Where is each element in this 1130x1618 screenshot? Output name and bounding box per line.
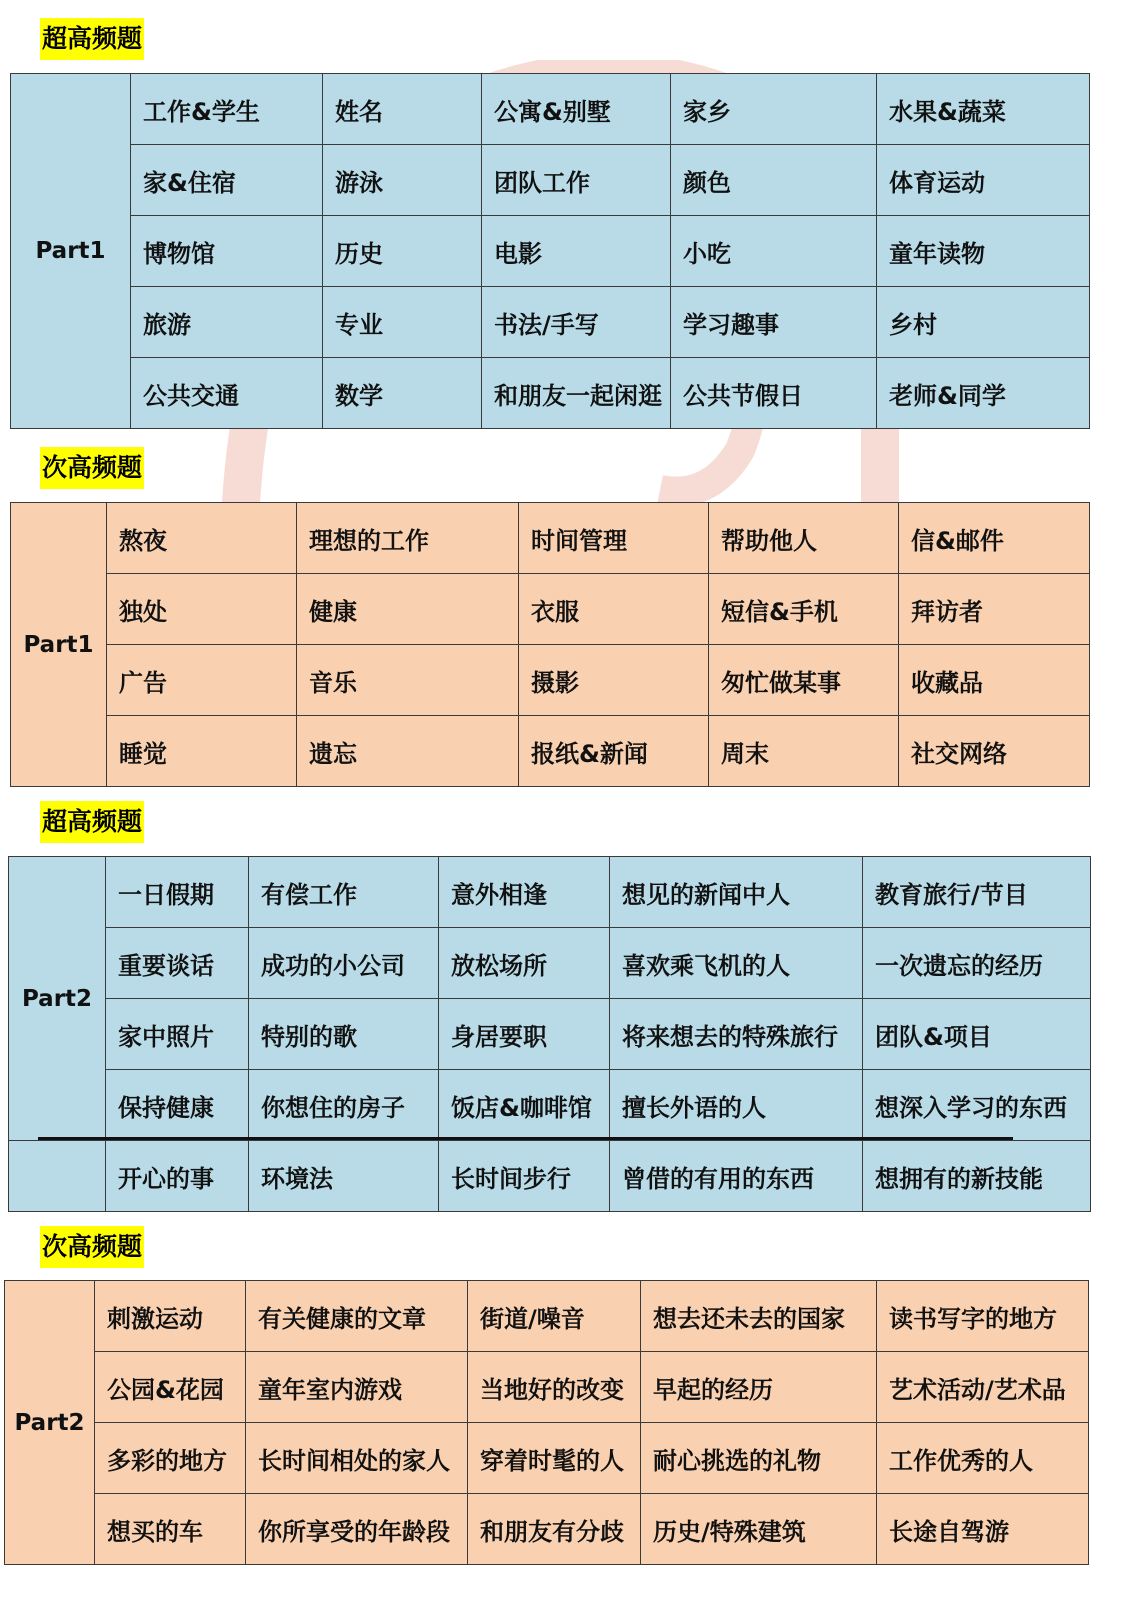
topic-cell: 饭店&咖啡馆 xyxy=(439,1070,610,1141)
table-row xyxy=(5,1494,1089,1565)
topic-cell: 教育旅行/节目 xyxy=(863,857,1091,928)
topic-cell: 家&住宿 xyxy=(131,145,323,216)
topic-cell: 数学 xyxy=(323,358,482,429)
topic-cell: 时间管理 xyxy=(519,503,709,574)
topic-cell: 公寓&别墅 xyxy=(482,74,671,145)
topic-cell: 帮助他人 xyxy=(709,503,899,574)
topic-cell: 水果&蔬菜 xyxy=(877,74,1090,145)
topic-cell: 身居要职 xyxy=(439,999,610,1070)
topic-cell: 周末 xyxy=(709,716,899,787)
topic-cell: 意外相逢 xyxy=(439,857,610,928)
topic-cell: 历史 xyxy=(323,216,482,287)
topic-cell: 长时间相处的家人 xyxy=(246,1423,468,1494)
topic-cell: 有关健康的文章 xyxy=(246,1281,468,1352)
topic-cell: 匆忙做某事 xyxy=(709,645,899,716)
topic-cell: 遗忘 xyxy=(297,716,519,787)
topic-cell: 和朋友有分歧 xyxy=(468,1494,641,1565)
table-row xyxy=(9,928,1091,999)
topic-cell: 长时间步行 xyxy=(439,1141,610,1212)
topic-cell: 和朋友一起闲逛 xyxy=(482,358,671,429)
topic-cell: 理想的工作 xyxy=(297,503,519,574)
topic-cell: 重要谈话 xyxy=(106,928,249,999)
topic-cell: 将来想去的特殊旅行 xyxy=(610,999,863,1070)
table-row xyxy=(11,716,1090,787)
topic-cell: 团队&项目 xyxy=(863,999,1091,1070)
table-part2-high xyxy=(8,856,1091,1212)
topic-cell: 艺术活动/艺术品 xyxy=(877,1352,1089,1423)
topic-cell: 想见的新闻中人 xyxy=(610,857,863,928)
topic-cell: 博物馆 xyxy=(131,216,323,287)
topic-cell: 短信&手机 xyxy=(709,574,899,645)
topic-cell: 擅长外语的人 xyxy=(610,1070,863,1141)
section-label-2: 次高频题 xyxy=(40,447,144,489)
topic-cell: 刺激运动 xyxy=(95,1281,246,1352)
table-part2-second xyxy=(4,1280,1089,1565)
topic-cell: 当地好的改变 xyxy=(468,1352,641,1423)
table-row xyxy=(5,1423,1089,1494)
table-part1-second xyxy=(10,502,1090,787)
topic-cell: 童年室内游戏 xyxy=(246,1352,468,1423)
topic-cell: 收藏品 xyxy=(899,645,1090,716)
table-row xyxy=(11,574,1090,645)
topic-cell: 睡觉 xyxy=(107,716,297,787)
topic-cell: 健康 xyxy=(297,574,519,645)
table-row xyxy=(9,999,1091,1070)
topic-cell: 耐心挑选的礼物 xyxy=(641,1423,877,1494)
part-label: Part2 xyxy=(9,857,106,1141)
topic-cell: 摄影 xyxy=(519,645,709,716)
table-row xyxy=(11,645,1090,716)
topic-cell: 工作&学生 xyxy=(131,74,323,145)
topic-cell: 熬夜 xyxy=(107,503,297,574)
topic-cell: 社交网络 xyxy=(899,716,1090,787)
topic-cell: 衣服 xyxy=(519,574,709,645)
section-label-1: 超高频题 xyxy=(40,18,144,60)
table-row xyxy=(11,358,1090,429)
topic-cell: 一日假期 xyxy=(106,857,249,928)
section-label-4: 次高频题 xyxy=(40,1226,144,1268)
topic-cell: 姓名 xyxy=(323,74,482,145)
topic-cell: 报纸&新闻 xyxy=(519,716,709,787)
table-row xyxy=(5,1352,1089,1423)
topic-cell: 家中照片 xyxy=(106,999,249,1070)
topic-cell: 颜色 xyxy=(671,145,877,216)
topic-cell: 放松场所 xyxy=(439,928,610,999)
topic-cell: 公共节假日 xyxy=(671,358,877,429)
topic-cell: 曾借的有用的东西 xyxy=(610,1141,863,1212)
part-label: Part2 xyxy=(5,1281,95,1565)
topic-cell: 音乐 xyxy=(297,645,519,716)
table-row xyxy=(11,74,1090,145)
topic-cell: 电影 xyxy=(482,216,671,287)
topic-cell: 游泳 xyxy=(323,145,482,216)
part-label-empty xyxy=(9,1141,106,1212)
table-row xyxy=(5,1281,1089,1352)
topic-cell: 长途自驾游 xyxy=(877,1494,1089,1565)
topic-cell: 你所享受的年龄段 xyxy=(246,1494,468,1565)
table-row xyxy=(11,216,1090,287)
topic-cell: 环境法 xyxy=(249,1141,439,1212)
topic-cell: 信&邮件 xyxy=(899,503,1090,574)
topic-cell: 体育运动 xyxy=(877,145,1090,216)
table-part1-high xyxy=(10,73,1090,429)
topic-cell: 想去还未去的国家 xyxy=(641,1281,877,1352)
topic-cell: 专业 xyxy=(323,287,482,358)
topic-cell: 你想住的房子 xyxy=(249,1070,439,1141)
part-label: Part1 xyxy=(11,503,107,787)
topic-cell: 乡村 xyxy=(877,287,1090,358)
topic-cell: 广告 xyxy=(107,645,297,716)
table-row xyxy=(11,287,1090,358)
topic-cell: 街道/噪音 xyxy=(468,1281,641,1352)
topic-cell: 团队工作 xyxy=(482,145,671,216)
table-row xyxy=(11,503,1090,574)
topic-cell: 历史/特殊建筑 xyxy=(641,1494,877,1565)
table-row xyxy=(9,1141,1091,1212)
topic-cell: 独处 xyxy=(107,574,297,645)
topic-cell: 特别的歌 xyxy=(249,999,439,1070)
topic-cell: 老师&同学 xyxy=(877,358,1090,429)
topic-cell: 保持健康 xyxy=(106,1070,249,1141)
topic-cell: 读书写字的地方 xyxy=(877,1281,1089,1352)
table-row xyxy=(9,857,1091,928)
topic-cell: 开心的事 xyxy=(106,1141,249,1212)
topic-cell: 公共交通 xyxy=(131,358,323,429)
topic-cell: 想拥有的新技能 xyxy=(863,1141,1091,1212)
topic-cell: 喜欢乘飞机的人 xyxy=(610,928,863,999)
topic-cell: 小吃 xyxy=(671,216,877,287)
topic-cell: 家乡 xyxy=(671,74,877,145)
topic-cell: 公园&花园 xyxy=(95,1352,246,1423)
topic-cell: 拜访者 xyxy=(899,574,1090,645)
table-row xyxy=(11,145,1090,216)
topic-cell: 书法/手写 xyxy=(482,287,671,358)
topic-cell: 想买的车 xyxy=(95,1494,246,1565)
topic-cell: 工作优秀的人 xyxy=(877,1423,1089,1494)
topic-cell: 多彩的地方 xyxy=(95,1423,246,1494)
topic-cell: 童年读物 xyxy=(877,216,1090,287)
divider-line xyxy=(38,1137,1013,1140)
section-label-3: 超高频题 xyxy=(40,801,144,843)
topic-cell: 穿着时髦的人 xyxy=(468,1423,641,1494)
table-row xyxy=(9,1070,1091,1141)
topic-cell: 学习趣事 xyxy=(671,287,877,358)
topic-cell: 一次遗忘的经历 xyxy=(863,928,1091,999)
topic-cell: 想深入学习的东西 xyxy=(863,1070,1091,1141)
part-label: Part1 xyxy=(11,74,131,429)
topic-cell: 旅游 xyxy=(131,287,323,358)
topic-cell: 成功的小公司 xyxy=(249,928,439,999)
topic-cell: 有偿工作 xyxy=(249,857,439,928)
topic-cell: 早起的经历 xyxy=(641,1352,877,1423)
